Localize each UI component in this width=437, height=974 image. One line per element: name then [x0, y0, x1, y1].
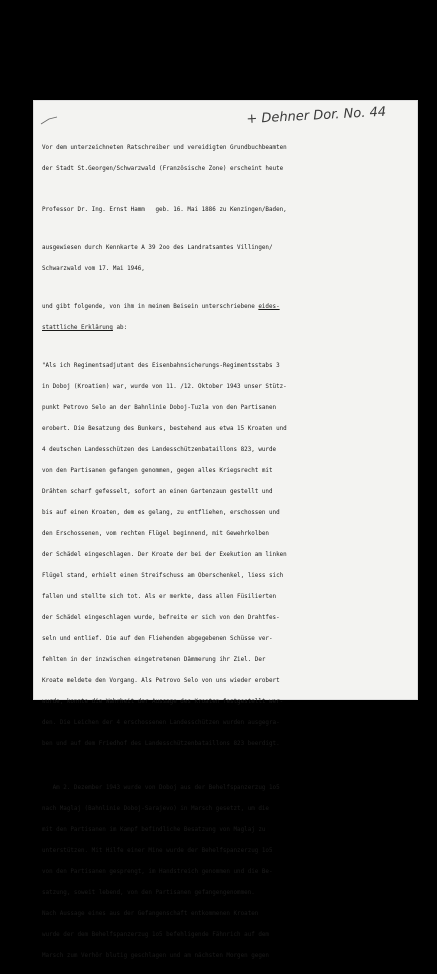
text-line: punkt Petrovo Selo an der Bahnlinie Doboj-Tuzla von den Partisanen [42, 405, 277, 411]
underlined-heading: stattliche Erklärung [42, 325, 113, 331]
text-line: Am 2. Dezember 1943 wurde von Doboj aus der Behelfspanzerzug 1o5 [42, 785, 280, 791]
text-line: der Schädel eingeschlagen. Der Kroate der bei der Exekution am linken [42, 552, 287, 558]
text-line: fehlten in der inzwischen eingetretenen Dämmerung ihr Ziel. Der [42, 657, 266, 663]
text-line: Nach Aussage eines aus der Gefangenschaft entkommenen Kroaten [42, 911, 259, 917]
text-line: fallen und stellte sich tot. Als er merkte, dass allen Füsilierten [42, 594, 277, 600]
text-line: Schwarzwald vom 17. Mai 1946, [42, 266, 145, 272]
text-line: ben und auf dem Friedhof des Landesschützenbataillons 823 beerdigt. [42, 741, 280, 747]
text-line: der Schädel eingeschlagen wurde, befreite er sich von den Drahtfes- [42, 615, 280, 621]
text-fragment: ab: [112, 325, 128, 331]
text-line: Flügel stand, erhielt einen Streifschuss am Oberschenkel, liess sich [42, 573, 284, 579]
text-line: wurde, konnte die Wahrheit der Aussage des Kroaten festgestellt wer- [42, 699, 284, 705]
text-line: den Erschossenen, vom rechten Flügel beginnend, mit Gewehrkolben [42, 531, 269, 537]
text-line: satzung, soweit lebend, von den Partisanen gefangengenommen. [42, 890, 255, 896]
text-line: seln und entlief. Die auf den Fliehenden abgegebenen Schüsse ver- [42, 636, 273, 642]
text-line: "Als ich Regimentsadjutant des Eisenbahnsicherungs-Regimentsstabs 3 [42, 363, 280, 369]
text-fragment: und gibt folgende, von ihm in meinem Beisein unterschriebene [42, 304, 259, 310]
text-line: Kroate meldete den Vorgang. Als Petrovo Selo von uns wieder erobert [42, 678, 280, 684]
text-line: Professor Dr. Ing. Ernst Hamm geb. 16. Mai 1886 zu Kenzingen/Baden, [42, 207, 287, 213]
text-line [42, 304, 412, 311]
text-line: Marsch zum Verhör blutig geschlagen und am nächsten Morgen gegen [42, 953, 269, 959]
text-line: wurde der dem Behelfspanzerzug 1o5 befehligende Fähnrich auf dem [42, 932, 269, 938]
text-line: Vor dem unterzeichneten Ratschreiber und vereidigten Grundbuchbeamten [42, 145, 287, 151]
text-line: erobert. Die Besatzung des Bunkers, bestehend aus etwa 15 Kroaten und [42, 426, 287, 432]
pencil-mark-icon [40, 116, 58, 126]
text-line: nach Maglaj (Bahnlinie Doboj-Sarajevo) in Marsch gesetzt, um die [42, 806, 269, 812]
text-line: ausgewiesen durch Kennkarte A 39 2oo des Landratsamtes Villingen/ [42, 245, 273, 251]
text-line [42, 325, 412, 332]
text-line: mit den Partisanen im Kampf befindliche Besatzung von Maglaj zu [42, 827, 266, 833]
underlined-heading: eides- [258, 304, 280, 310]
text-line: 4 deutschen Landesschützen des Landesschützenbataillons 823, wurde [42, 447, 277, 453]
text-line: unterstützen. Mit Hilfe einer Mine wurde der Behelfspanzerzug 1o5 [42, 848, 273, 854]
text-line: von den Partisanen gefangen genommen, gegen alles Kriegsrecht mit [42, 468, 273, 474]
text-line: den. Die Leichen der 4 erschossenen Landesschützen wurden ausgegra- [42, 720, 280, 726]
text-line: der Stadt St.Georgen/Schwarzwald (Französische Zone) erscheint heute [42, 166, 284, 172]
text-line: in Doboj (Kroatien) war, wurde von 11. /12. Oktober 1943 unser Stütz- [42, 384, 287, 390]
text-line: Drähten scharf gefesselt, sofort an einen Gartenzaun gestellt und [42, 489, 273, 495]
text-line: bis auf einen Kroaten, dem es gelang, zu entfliehen, erschossen und [42, 510, 280, 516]
handwritten-annotation: + Dehner Dor. No. 44 [246, 104, 387, 127]
text-line: von den Partisanen gesprengt, im Handstreich genommen und die Be- [42, 869, 273, 875]
typed-text [42, 131, 412, 974]
